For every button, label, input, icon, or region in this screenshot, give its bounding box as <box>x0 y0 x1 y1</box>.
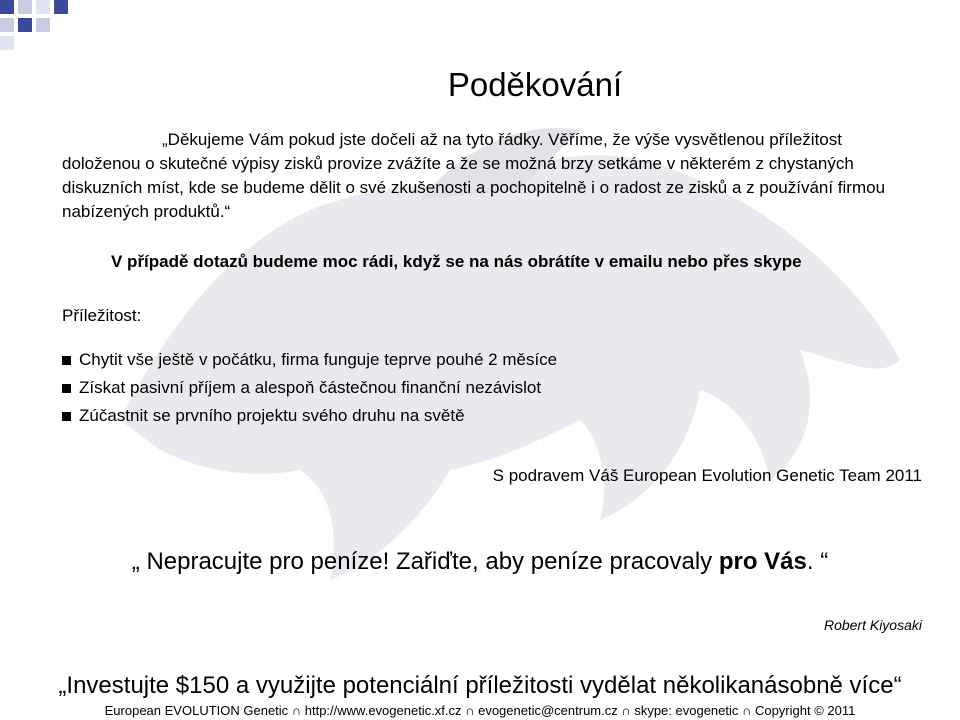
quote-main: „ Nepracujte pro peníze! Zařiďte, aby peníze pracovaly <box>131 548 719 575</box>
intro-paragraph <box>62 128 922 224</box>
intro-rest: doloženou o skutečné výpisy zisků provize zvážíte a že se možná brzy setkáme v některém z chystaných diskuzních míst, kde se budeme dělit o své zkušenosti a pochopitelně i o radost ze zisků a z používání firmou nabízených produktů.“ <box>62 154 886 221</box>
square-bullet-icon <box>62 356 71 365</box>
list-item-text: Získat pasivní příjem a alespoň částečnou finanční nezávislot <box>79 378 542 397</box>
contact-note: V případě dotazů budeme moc rádi, když se na nás obrátíte v emailu nebo přes skype <box>111 252 802 271</box>
list-item-text: Zúčastnit se prvního projektu svého druhu na světě <box>79 406 465 425</box>
list-item <box>62 346 557 374</box>
square-bullet-icon <box>62 384 71 393</box>
intro-first-line: „Děkujeme Vám pokud jste dočeli až na tyto řádky. Věříme, že výše vysvětlenou příležitost <box>162 130 842 149</box>
quote-bold: pro Vás <box>718 548 807 575</box>
quote <box>0 548 960 576</box>
opportunity-label: Příležitost: <box>62 306 142 325</box>
invest-slogan: „Investujte $150 a využijte potenciální příležitosti vydělat několikanásobně více“ <box>58 672 902 699</box>
quote-author: Robert Kiyosaki <box>823 617 922 633</box>
opportunity-list <box>62 346 557 430</box>
list-item-text: Chytit vše ještě v počátku, firma funguje teprve pouhé 2 měsíce <box>79 350 558 369</box>
list-item <box>62 402 557 430</box>
square-bullet-icon <box>62 412 71 421</box>
regards-signature: S podravem Váš European Evolution Genetic Team 2011 <box>492 466 922 485</box>
quote-end: . “ <box>806 548 829 575</box>
list-item <box>62 374 557 402</box>
footer: European EVOLUTION Genetic ∩ http://www.evogenetic.xf.cz ∩ evogenetic@centrum.cz ∩ skype: evogenetic ∩ Copyright © 2011 <box>104 703 856 718</box>
slide-title: Poděkování <box>447 66 623 103</box>
